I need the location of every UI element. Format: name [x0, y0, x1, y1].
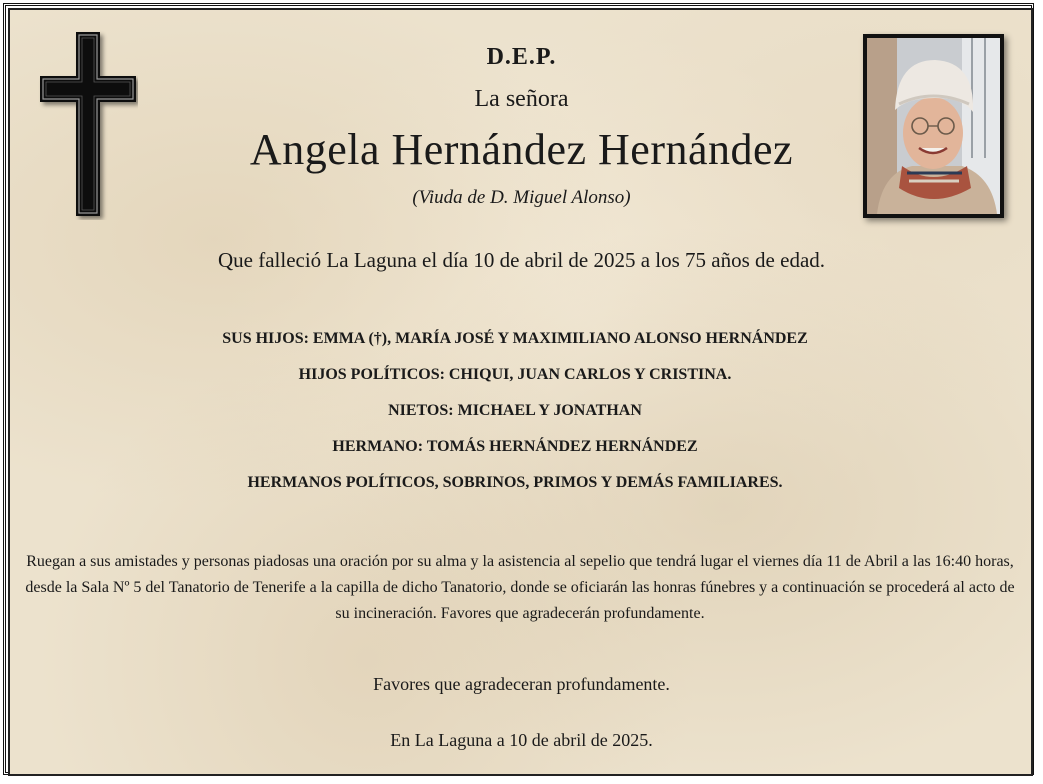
- family-line-children: SUS HIJOS: EMMA (†), MARÍA JOSÉ Y MAXIMILIANO ALONSO HERNÁNDEZ: [222, 330, 808, 347]
- family-line-grandchildren: NIETOS: MICHAEL Y JONATHAN: [388, 402, 642, 419]
- family-line-relatives: HERMANOS POLÍTICOS, SOBRINOS, PRIMOS Y DEMÁS FAMILIARES.: [247, 474, 783, 491]
- honorific: La señora: [474, 86, 569, 112]
- passing-notice: Que falleció La Laguna el día 10 de abril de 2025 a los 75 años de edad.: [217, 248, 826, 272]
- family-line-in-laws: HIJOS POLÍTICOS: CHIQUI, JUAN CARLOS Y CRISTINA.: [298, 366, 732, 383]
- deceased-name: Angela Hernández Hernández: [249, 125, 794, 174]
- place-date-line: En La Laguna a 10 de abril de 2025.: [390, 730, 653, 750]
- funeral-request-text: Ruegan a sus amistades y personas piadosas una oración por su alma y la asistencia al sepelio que tendrá lugar el viernes día 11 de Abril a las 16:40 horas, desde la Sala Nº 5 del Tanatorio de Tenerife a la capilla de dicho Tanatorio, donde se oficiarán las honras fúnebres y a continuación se procederá al acto de su incineración. Favores que agradecerán profundamente.: [25, 553, 1015, 622]
- thanks-line: Favores que agradeceran profundamente.: [373, 674, 670, 694]
- dep-heading: D.E.P.: [486, 44, 557, 70]
- widow-note: (Viuda de D. Miguel Alonso): [412, 187, 631, 208]
- family-line-brother: HERMANO: TOMÁS HERNÁNDEZ HERNÁNDEZ: [332, 438, 698, 455]
